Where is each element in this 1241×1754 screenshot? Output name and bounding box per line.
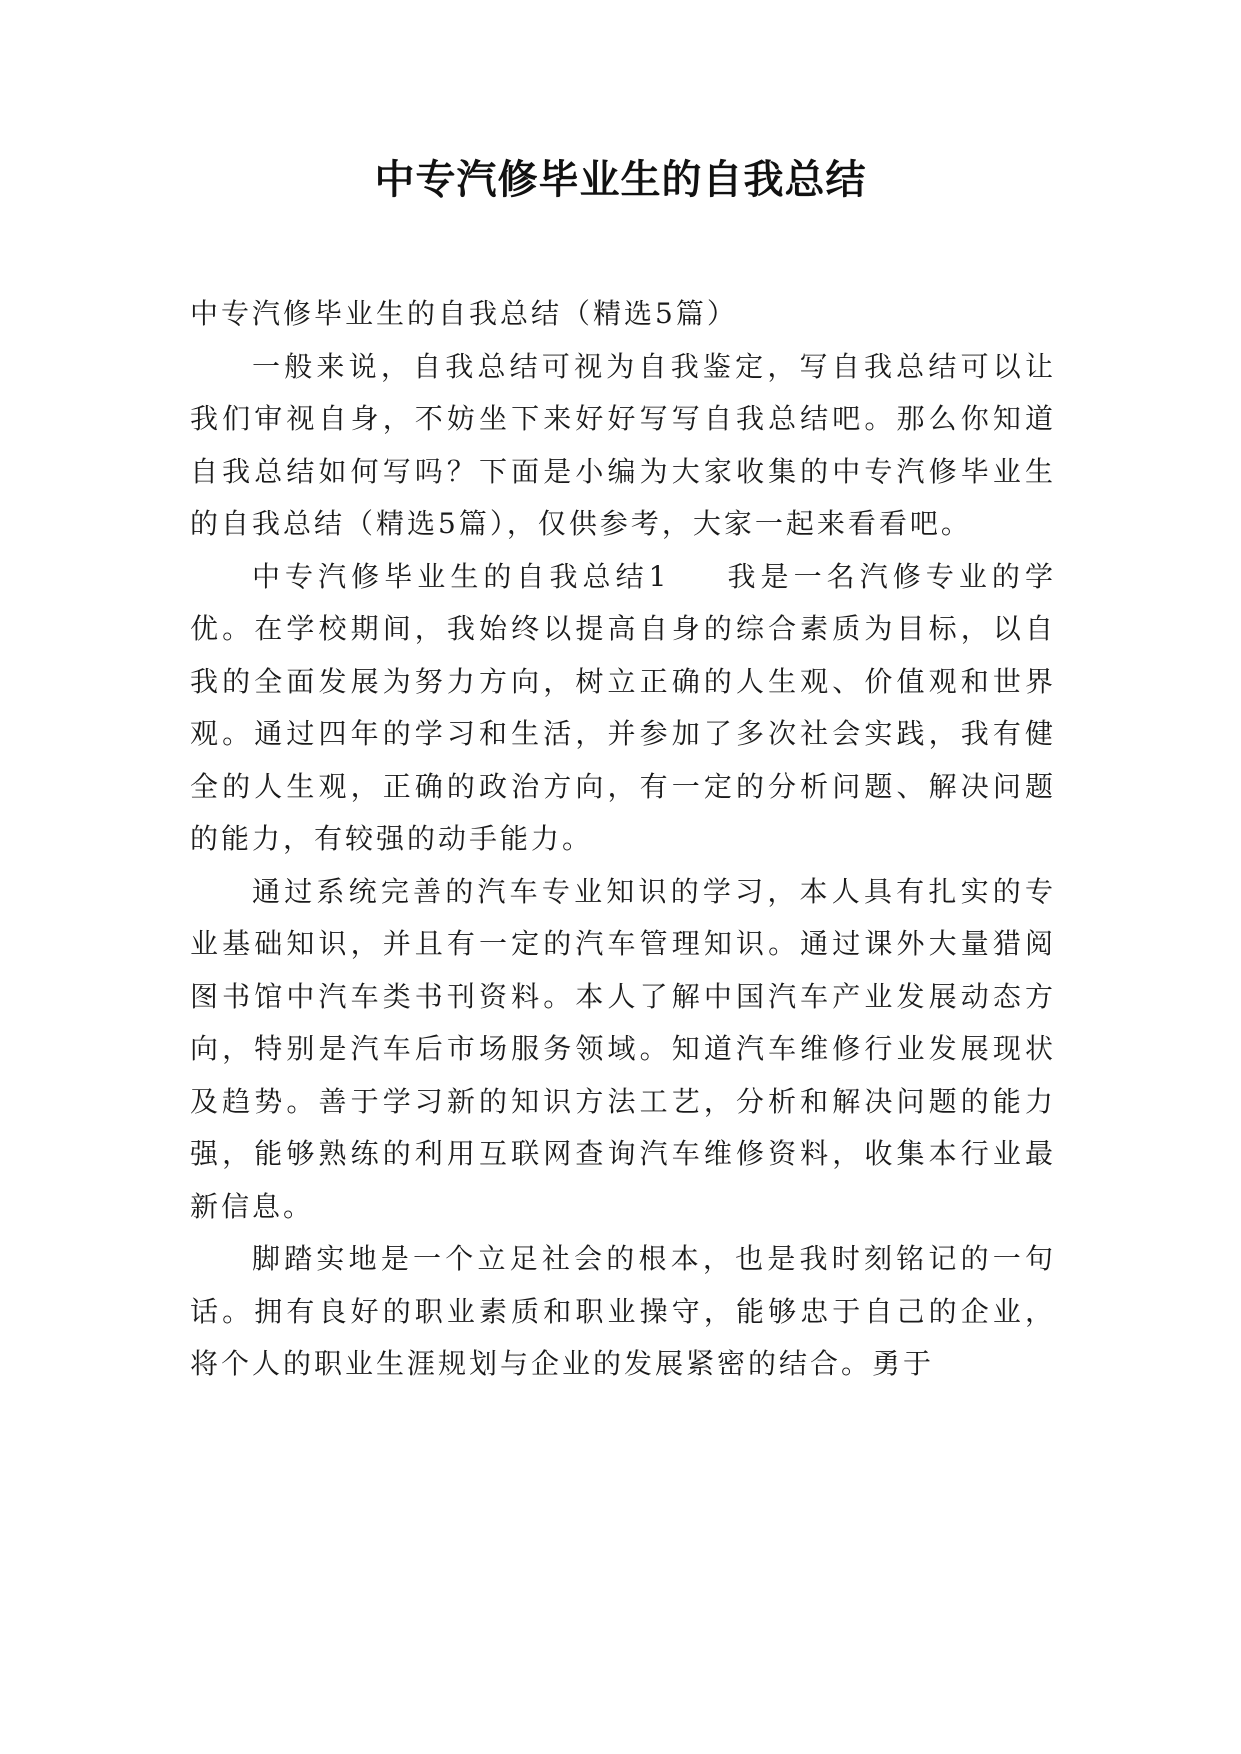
section-1-opening-paragraph: [190, 551, 1056, 866]
section-1-heading: 中专汽修毕业生的自我总结1: [252, 559, 670, 593]
section-1-paragraph-1-text: 我是一名汽修专业的学优。在学校期间，我始终以提高自身的综合素质为目标，以自我的全面发展为努力方向，树立正确的人生观、价值观和世界观。通过四年的学习和生活，并参加了多次社会实践，我有健全的人生观，正确的政治方向，有一定的分析问题、解决问题的能力，有较强的动手能力。: [190, 559, 1056, 855]
document-subtitle: 中专汽修毕业生的自我总结（精选5篇）: [190, 297, 738, 330]
section-1-paragraph-2: 通过系统完善的汽车专业知识的学习，本人具有扎实的专业基础知识，并且有一定的汽车管理知识。通过课外大量猎阅图书馆中汽车类书刊资料。本人了解中国汽车产业发展动态方向，特别是汽车后市场服务领域。知道汽车维修行业发展现状及趋势。善于学习新的知识方法工艺，分析和解决问题的能力强，能够熟练的利用互联网查询汽车维修资料，收集本行业最新信息。: [190, 874, 1056, 1223]
section-1-paragraph-3: 脚踏实地是一个立足社会的根本，也是我时刻铭记的一句话。拥有良好的职业素质和职业操守，能够忠于自己的企业，将个人的职业生涯规划与企业的发展紧密的结合。勇于: [190, 1242, 1056, 1380]
document-body: [190, 288, 1056, 1391]
intro-paragraph: 一般来说，自我总结可视为自我鉴定，写自我总结可以让我们审视自身，不妨坐下来好好写写自我总结吧。那么你知道自我总结如何写吗？下面是小编为大家收集的中专汽修毕业生的自我总结（精选5篇），仅供参考，大家一起来看看吧。: [190, 349, 1056, 540]
document-title: 中专汽修毕业生的自我总结: [374, 157, 867, 203]
